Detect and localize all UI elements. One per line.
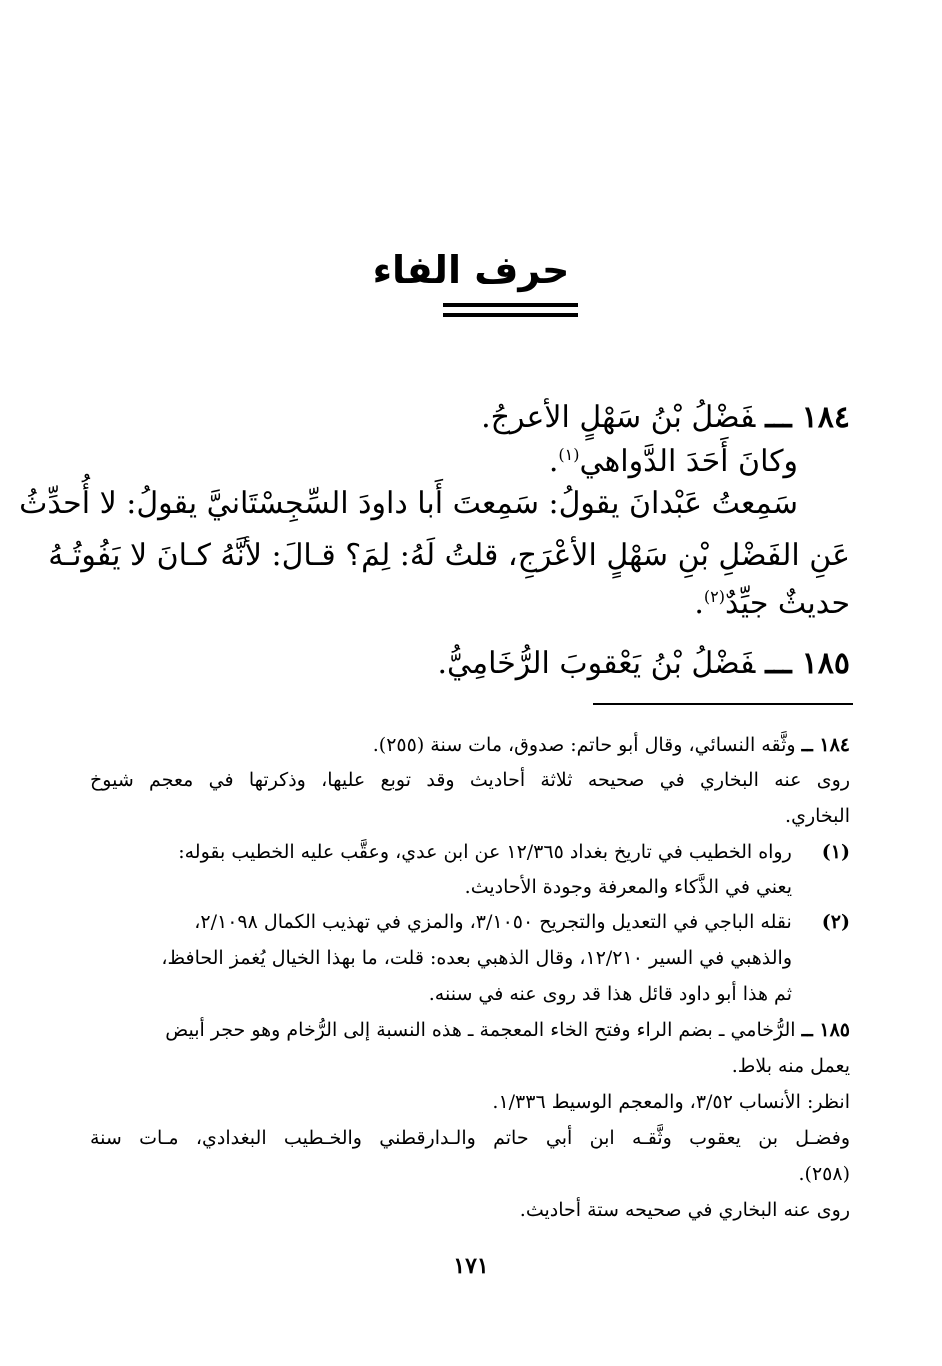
footnote-ref: (١) (558, 445, 580, 464)
footnote-text: نقله الباجي في التعديل والتجريح ٣/١٠٥٠، والمزي في تهذيب الكمال ٢/١٠٩٨، (194, 911, 792, 933)
footnote-line: يعمل منه بلاط. (731, 1055, 850, 1077)
footnote-ref: (٢) (703, 587, 726, 606)
main-text-end: . (548, 444, 559, 479)
chapter-title: حرف الفاء (372, 248, 570, 292)
footnote-text: الرُّخامي ـ بضم الراء وفتح الخاء المعجمة ـ هذه النسبة إلى الرُّخام وهو حجر أبيض (165, 1019, 796, 1041)
footnote-line: انظر: الأنساب ٣/٥٢، والمعجم الوسيط ١/٣٣٦. (492, 1091, 850, 1113)
footnote-text: رواه الخطيب في تاريخ بغداد ١٢/٣٦٥ عن ابن عدي، وعقَّب عليه الخطيب بقوله: (178, 841, 792, 863)
main-text-end: . (694, 586, 704, 621)
footnote-line: روى عنه البخاري في صحيحه ثلاثة أحاديث وقد توبع عليها، وذكرتها في معجم شيوخ (90, 769, 850, 791)
footnote-line: وفضـل بن يعقوب وثَّقـه ابن أبي حاتم والـدارقطني والخـطيب البغدادي، مـات سنة (90, 1127, 850, 1149)
footnote-label: ١٨٤ ــ (801, 734, 850, 756)
entry-name: فَضْلُ بْنُ سَهْلٍ الأعرجُ. (481, 400, 756, 435)
footnote-label: (٢) (821, 911, 850, 933)
entry-184-line (90, 578, 850, 630)
footnote-line: والذهبي في السير ١٢/٢١٠، وقال الذهبي بعده: قلت، ما بهذا الخيال يُغمز الحافظ، (161, 947, 792, 969)
footnote-text: وثَّقه النسائي، وقال أبو حاتم: صدوق، مات سنة (٢٥٥). (372, 734, 796, 756)
footnote-label: ١٨٥ ــ (801, 1019, 850, 1041)
footnote-line: يعني في الذَّكاء والمعرفة وجودة الأحاديث. (464, 876, 792, 898)
page-number: ١٧١ (453, 1253, 489, 1279)
entry-184-line: عَنِ الفَضْلِ بْنِ سَهْلٍ الأعْرَجِ، قلتُ لَهُ: لِمَ؟ قـالَ: لأنَّهُ كـانَ لا يَفُوتُـهُ (48, 538, 850, 573)
main-text-span: وكانَ أَحَدَ الدَّواهي (579, 444, 798, 479)
footnote-184 (90, 727, 850, 763)
main-text-span: حديثٌ جيِّدٌ (725, 586, 850, 621)
title-underline-top (443, 303, 578, 307)
footnote-185 (90, 1012, 850, 1048)
entry-number: ١٨٥ (801, 646, 850, 681)
footnote-line: روى عنه البخاري في صحيحه ستة أحاديث. (519, 1199, 850, 1221)
entry-dash: ـــ (765, 400, 792, 435)
entry-number: ١٨٤ (801, 400, 850, 435)
footnote-2 (90, 904, 850, 940)
footnote-line: (٢٥٨). (798, 1163, 850, 1185)
entry-184-line: سَمِعتُ عَبْدانَ يقولُ: سَمِعتَ أَبا داودَ السِّجِسْتَانيَّ يقولُ: لا أُحدِّثُ (19, 486, 798, 521)
footnote-separator (593, 703, 853, 705)
entry-dash: ـــ (765, 646, 792, 681)
footnote-line: ثم هذا أبو داود قائل هذا قد روى عنه في سننه. (428, 983, 792, 1005)
footnote-line: البخاري. (785, 805, 850, 827)
footnote-label: (١) (821, 841, 850, 863)
footnote-1 (90, 834, 850, 870)
entry-185-heading (90, 638, 850, 690)
title-underline-bottom (443, 313, 578, 317)
entry-name: فَضْلُ بْنُ يَعْقوبَ الرُّخَامِيُّ. (437, 646, 756, 681)
